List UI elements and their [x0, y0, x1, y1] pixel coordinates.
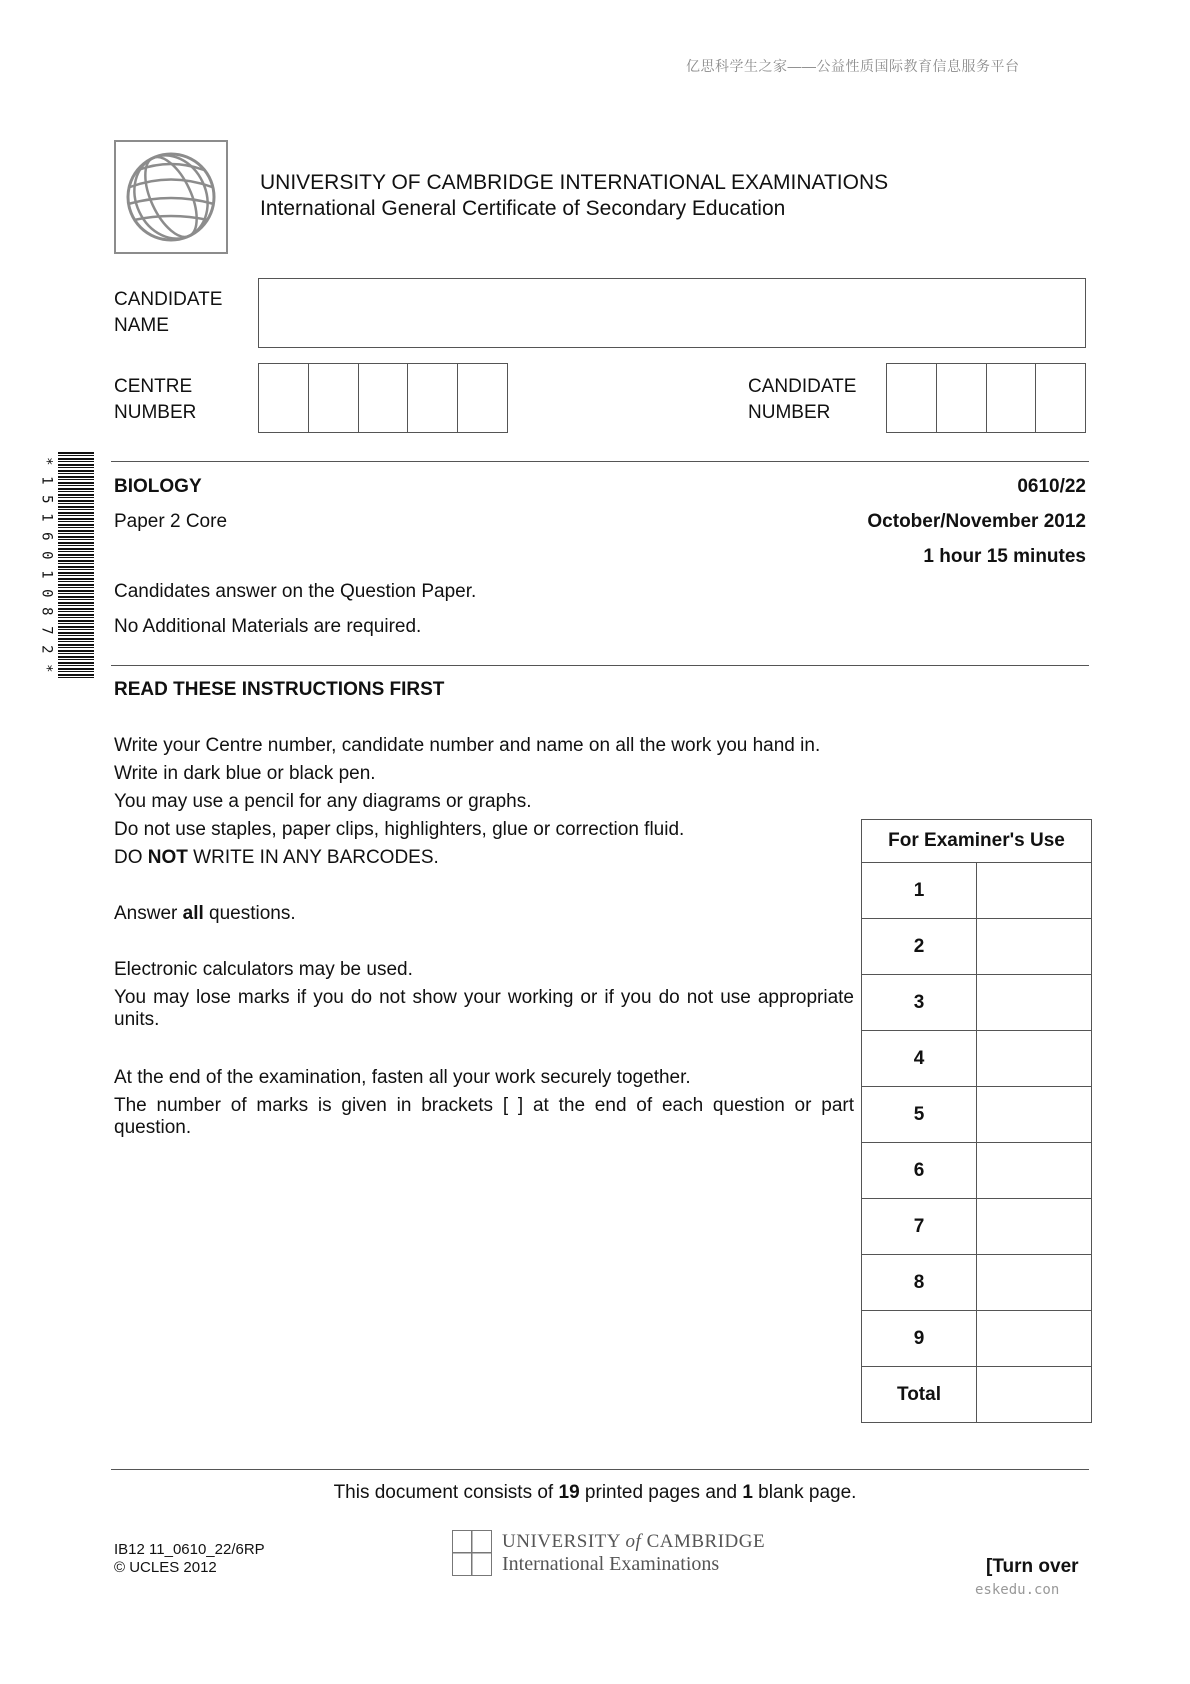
mark-cell[interactable] [977, 1087, 1092, 1143]
question-number-cell: 4 [862, 1031, 977, 1087]
blank-page-count: 1 [742, 1482, 753, 1503]
table-row [862, 1199, 1092, 1255]
instruction-line: Do not use staples, paper clips, highlighters, glue or correction fluid. [114, 819, 685, 840]
candidate-number-label-l1: CANDIDATE [748, 376, 857, 397]
exam-duration: 1 hour 15 minutes [923, 546, 1086, 567]
footer-text: This document consists of [333, 1482, 559, 1503]
instruction-text: questions. [203, 903, 296, 924]
instruction-line: At the end of the examination, fasten all your work securely together. [114, 1067, 691, 1088]
question-number-cell: 7 [862, 1199, 977, 1255]
document-code-line-1: IB12 11_0610_22/6RP [114, 1541, 265, 1558]
printed-page-count: 19 [558, 1482, 580, 1503]
footer-text: blank page. [752, 1482, 857, 1503]
barcode-char: 0 [38, 588, 55, 598]
instruction-line: Write your Centre number, candidate number and name on all the work you hand in. [114, 735, 821, 756]
top-watermark-text: 亿思科学生之家——公益性质国际教育信息服务平台 [686, 58, 1020, 74]
table-row [862, 975, 1092, 1031]
examiner-table-heading: For Examiner's Use [862, 820, 1092, 863]
instruction-line [114, 903, 296, 925]
question-number-cell: 6 [862, 1143, 977, 1199]
centre-number-cell[interactable] [309, 364, 359, 432]
answer-note: Candidates answer on the Question Paper. [114, 581, 477, 602]
barcode-char: 1 [38, 475, 55, 485]
divider [111, 461, 1089, 462]
instruction-line: You may use a pencil for any diagrams or graphs. [114, 791, 532, 812]
candidate-number-label-l2: NUMBER [748, 402, 831, 423]
instruction-text: Answer [114, 903, 183, 924]
instruction-line [114, 847, 439, 869]
barcode-char: * [38, 663, 55, 673]
divider [111, 1469, 1089, 1470]
mark-cell[interactable] [977, 1311, 1092, 1367]
candidate-name-label-l2: NAME [114, 315, 169, 336]
mark-cell[interactable] [977, 1255, 1092, 1311]
centre-number-cell[interactable] [408, 364, 458, 432]
table-row [862, 1087, 1092, 1143]
barcode [58, 452, 94, 678]
instruction-emphasis: NOT [147, 847, 188, 868]
exam-board-header [260, 170, 888, 222]
centre-number-cell[interactable] [359, 364, 409, 432]
barcode-number [38, 452, 54, 678]
candidate-number-label [748, 374, 856, 426]
cambridge-subtitle: International Examinations [502, 1552, 720, 1575]
cambridge-word: CAMBRIDGE [646, 1530, 766, 1552]
paper-code: 0610/22 [1017, 476, 1086, 497]
table-row [862, 1311, 1092, 1367]
cambridge-logo-text [502, 1531, 765, 1576]
instruction-line: Electronic calculators may be used. [114, 959, 413, 980]
cambridge-word: of [625, 1530, 642, 1552]
document-code [114, 1541, 265, 1577]
centre-number-label [114, 374, 196, 426]
copyright-line: © UCLES 2012 [114, 1559, 217, 1576]
question-number-cell: 5 [862, 1087, 977, 1143]
table-row [862, 1031, 1092, 1087]
mark-cell[interactable] [977, 1031, 1092, 1087]
paper-name: Paper 2 Core [114, 511, 228, 532]
cambridge-crest-icon [452, 1530, 492, 1576]
barcode-char: 8 [38, 607, 55, 616]
header-line-2: International General Certificate of Secondary Education [260, 197, 786, 220]
barcode-char: 5 [38, 494, 55, 504]
mark-cell[interactable] [977, 975, 1092, 1031]
mark-cell[interactable] [977, 1199, 1092, 1255]
instruction-line: Write in dark blue or black pen. [114, 763, 376, 784]
barcode-char: 1 [38, 569, 55, 579]
question-number-cell: Total [862, 1367, 977, 1423]
table-row [862, 1255, 1092, 1311]
candidate-number-cell[interactable] [1036, 364, 1085, 432]
candidate-number-cell[interactable] [987, 364, 1037, 432]
barcode-char: 2 [38, 645, 55, 654]
instruction-emphasis: all [182, 903, 204, 924]
question-number-cell: 2 [862, 919, 977, 975]
candidate-name-label-l1: CANDIDATE [114, 289, 223, 310]
table-row [862, 1367, 1092, 1423]
table-row [862, 919, 1092, 975]
barcode-char: 6 [38, 532, 55, 541]
barcode-char: 1 [38, 513, 55, 523]
instructions-heading: READ THESE INSTRUCTIONS FIRST [114, 679, 445, 700]
instruction-text: DO [114, 847, 148, 868]
examiner-use-table [861, 819, 1092, 1423]
header-line-1: UNIVERSITY OF CAMBRIDGE INTERNATIONAL EXAMINATIONS [260, 171, 889, 194]
question-number-cell: 8 [862, 1255, 977, 1311]
barcode-char: 0 [38, 551, 55, 560]
mark-cell[interactable] [977, 919, 1092, 975]
mark-cell[interactable] [977, 863, 1092, 919]
document-page-count [0, 1482, 1190, 1504]
cambridge-logo [452, 1530, 765, 1576]
centre-number-cell[interactable] [458, 364, 507, 432]
cambridge-word: UNIVERSITY [502, 1530, 621, 1552]
candidate-name-label [114, 287, 222, 339]
turn-over: [Turn over [986, 1556, 1079, 1577]
table-row [862, 863, 1092, 919]
globe-icon [116, 142, 226, 252]
divider [111, 665, 1089, 666]
globe-logo [114, 140, 228, 254]
instruction-text: WRITE IN ANY BARCODES. [187, 847, 439, 868]
centre-number-label-l2: NUMBER [114, 402, 197, 423]
centre-number-cell[interactable] [259, 364, 309, 432]
centre-number-label-l1: CENTRE [114, 376, 193, 397]
instruction-line: You may lose marks if you do not show your working or if you do not use appropriate units. [114, 987, 854, 1030]
question-number-cell: 3 [862, 975, 977, 1031]
table-row [862, 1143, 1092, 1199]
question-number-cell: 1 [862, 863, 977, 919]
exam-session: October/November 2012 [867, 511, 1086, 532]
barcode-char: 7 [38, 626, 55, 635]
question-number-cell: 9 [862, 1311, 977, 1367]
subject-title: BIOLOGY [114, 476, 202, 497]
candidate-name-field[interactable] [258, 278, 1086, 348]
candidate-number-field[interactable] [886, 363, 1086, 433]
table-header-row [862, 820, 1092, 863]
instruction-line: The number of marks is given in brackets [ ] at the end of each question or part question. [114, 1095, 854, 1138]
materials-note: No Additional Materials are required. [114, 616, 422, 637]
candidate-number-cell[interactable] [937, 364, 987, 432]
centre-number-field[interactable] [258, 363, 508, 433]
site-watermark: eskedu.con [975, 1582, 1060, 1598]
mark-cell[interactable] [977, 1367, 1092, 1423]
barcode-char: * [38, 457, 55, 466]
mark-cell[interactable] [977, 1143, 1092, 1199]
footer-text: printed pages and [579, 1482, 743, 1503]
candidate-number-cell[interactable] [887, 364, 937, 432]
